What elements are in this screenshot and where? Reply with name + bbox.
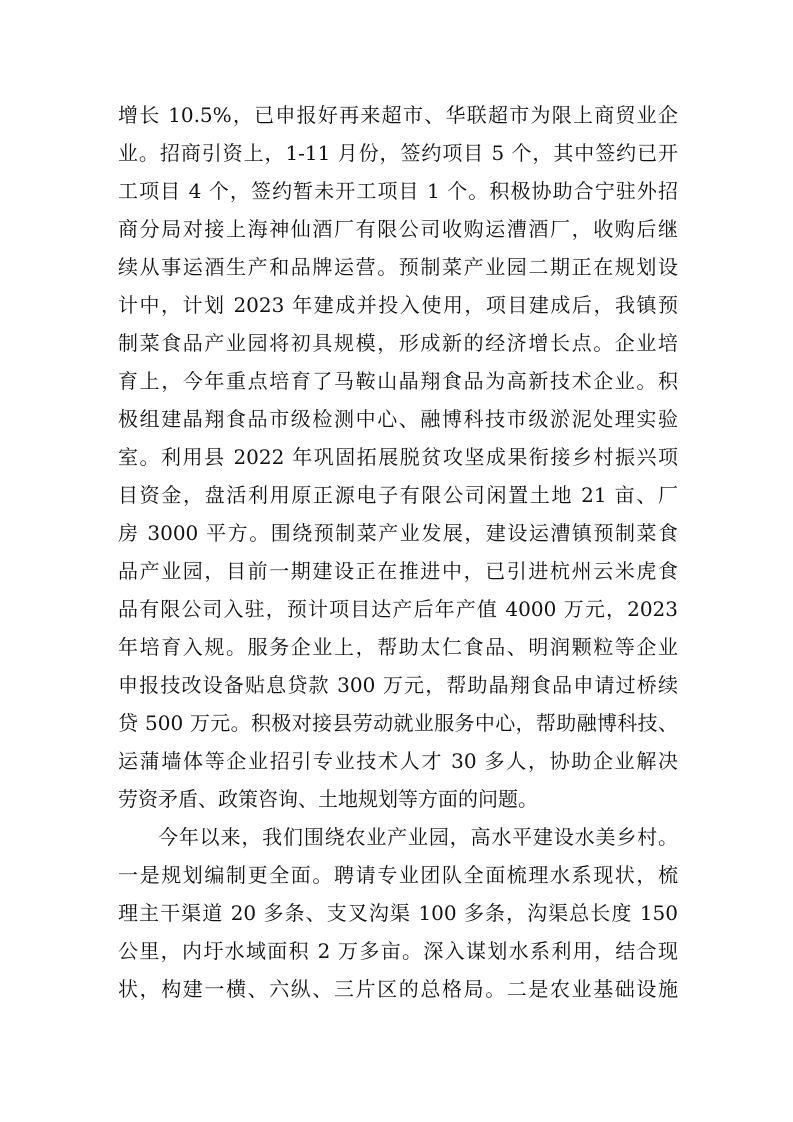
text-line: 贷 500 万元。积极对接县劳动就业服务中心，帮助融博科技、 [118, 711, 678, 735]
text-line: 状，构建一横、六纵、三片区的总格局。二是农业基础设施 [118, 977, 678, 1001]
text-line: 业。招商引资上，1-11 月份，签约项目 5 个，其中签约已开 [118, 141, 678, 165]
text-line: 室。利用县 2022 年巩固拓展脱贫攻坚成果衔接乡村振兴项 [118, 445, 678, 469]
text-line: 计中，计划 2023 年建成并投入使用，项目建成后，我镇预 [118, 293, 678, 317]
text-line: 目资金，盘活利用原正源电子有限公司闲置土地 21 亩、厂 [118, 483, 678, 507]
text-line: 运蒲墙体等企业招引专业技术人才 30 多人，协助企业解决 [118, 749, 678, 773]
text-line: 品产业园，目前一期建设正在推进中，已引进杭州云米虎食 [118, 559, 678, 583]
body-text [118, 96, 678, 1008]
text-line: 房 3000 平方。围绕预制菜产业发展，建设运漕镇预制菜食 [118, 521, 678, 545]
text-line: 劳资矛盾、政策咨询、土地规划等方面的问题。 [118, 787, 538, 811]
text-line: 今年以来，我们围绕农业产业园，高水平建设水美乡村。 [158, 825, 678, 849]
text-line: 品有限公司入驻，预计项目达产后年产值 4000 万元，2023 [118, 597, 678, 621]
text-line: 工项目 4 个，签约暂未开工项目 1 个。积极协助合宁驻外招 [118, 179, 678, 203]
text-line: 增长 10.5%，已申报好再来超市、华联超市为限上商贸业企 [118, 103, 678, 127]
text-line: 育上，今年重点培育了马鞍山晶翔食品为高新技术企业。积 [118, 369, 678, 393]
text-line: 一是规划编制更全面。聘请专业团队全面梳理水系现状，梳 [118, 863, 678, 887]
text-line: 续从事运酒生产和品牌运营。预制菜产业园二期正在规划设 [118, 255, 678, 279]
text-line: 制菜食品产业园将初具规模，形成新的经济增长点。企业培 [118, 331, 678, 355]
text-line: 年培育入规。服务企业上，帮助太仁食品、明润颗粒等企业 [118, 635, 678, 659]
text-line: 申报技改设备贴息贷款 300 万元，帮助晶翔食品申请过桥续 [118, 673, 678, 697]
text-line: 公里，内圩水域面积 2 万多亩。深入谋划水系利用，结合现 [118, 939, 678, 963]
text-line: 极组建晶翔食品市级检测中心、融博科技市级淤泥处理实验 [118, 407, 678, 431]
text-line: 商分局对接上海神仙酒厂有限公司收购运漕酒厂，收购后继 [118, 217, 678, 241]
text-line: 理主干渠道 20 多条、支叉沟渠 100 多条，沟渠总长度 150 [118, 901, 678, 925]
